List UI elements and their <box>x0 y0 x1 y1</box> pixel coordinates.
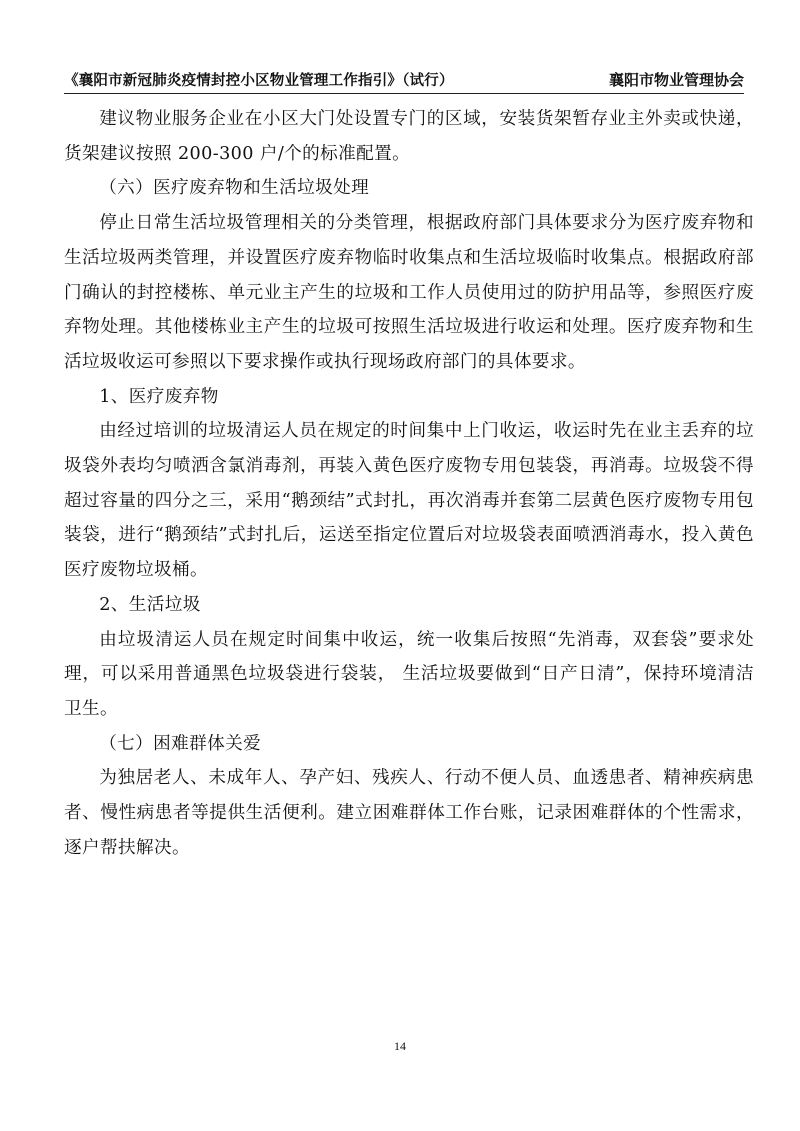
subheading-household-waste: 2、生活垃圾 <box>99 594 201 615</box>
subheading-medical-waste: 1、医疗废弃物 <box>99 386 219 407</box>
document-body <box>64 102 754 865</box>
page-header <box>64 69 744 93</box>
paragraph-delivery-shelves: 建议物业服务企业在小区大门处设置专门的区域，安装货架暂存业主外卖或快递，货架建议按照 200-300 户/个的标准配置。 <box>64 109 754 164</box>
paragraph-waste-management: 停止日常生活垃圾管理相关的分类管理，根据政府部门具体要求分为医疗废弃物和生活垃圾两类管理，并设置医疗废弃物临时收集点和生活垃圾临时收集点。根据政府部门确认的封控楼栋、单元业主产生的垃圾和工作人员使用过的防护用品等，参照医疗废弃物处理。其他楼栋业主产生的垃圾可按照生活垃圾进行收运和处理。医疗废弃物和生活垃圾收运可参照以下要求操作或执行现场政府部门的具体要求。 <box>64 213 754 372</box>
organization-name: 襄阳市物业管理协会 <box>608 71 744 89</box>
header-rule <box>64 93 744 94</box>
section-heading-waste: （六）医疗废弃物和生活垃圾处理 <box>99 178 370 199</box>
section-heading-vulnerable-groups: （七）困难群体关爱 <box>99 733 262 754</box>
page-number: 14 <box>394 1039 406 1053</box>
paragraph-vulnerable-groups: 为独居老人、未成年人、孕产妇、残疾人、行动不便人员、血透患者、精神疾病患者、慢性病患者等提供生活便利。建立困难群体工作台账，记录困难群体的个性需求，逐户帮扶解决。 <box>64 768 754 858</box>
document-title: 《襄阳市新冠肺炎疫情封控小区物业管理工作指引》（试行） <box>64 73 454 89</box>
paragraph-medical-waste: 由经过培训的垃圾清运人员在规定的时间集中上门收运，收运时先在业主丢弃的垃圾袋外表均匀喷洒含氯消毒剂，再装入黄色医疗废物专用包装袋，再消毒。垃圾袋不得超过容量的四分之三，采用“鹅颈结”式封扎，再次消毒并套第二层黄色医疗废物专用包装袋，进行“鹅颈结”式封扎后，运送至指定位置后对垃圾袋表面喷洒消毒水，投入黄色医疗废物垃圾桶。 <box>64 421 754 581</box>
paragraph-household-waste: 由垃圾清运人员在规定时间集中收运，统一收集后按照“先消毒，双套袋”要求处理，可以采用普通黑色垃圾袋进行袋装， 生活垃圾要做到“日产日清”，保持环境清洁卫生。 <box>64 629 754 719</box>
